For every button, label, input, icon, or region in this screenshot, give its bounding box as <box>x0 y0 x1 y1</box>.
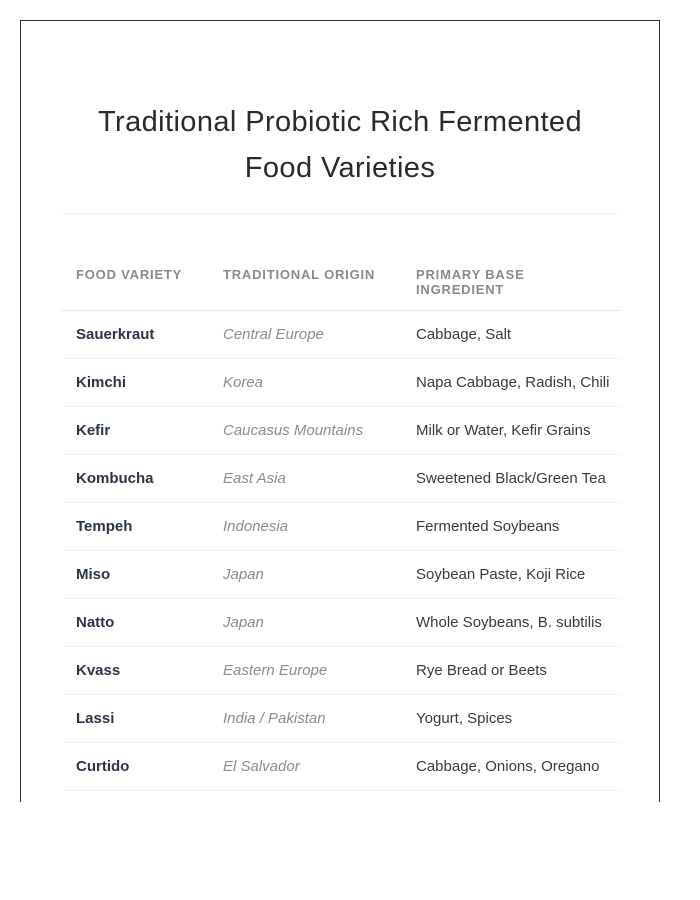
primary-ingredient-cell: Soybean Paste, Koji Rice <box>401 551 621 599</box>
table-row <box>61 599 621 647</box>
primary-ingredient-cell: Sweetened Black/Green Tea <box>401 455 621 503</box>
column-header-primary-base-ingredient: PRIMARY BASE INGREDIENT <box>401 263 621 311</box>
food-variety-cell: Miso <box>61 551 208 599</box>
table-row <box>61 407 621 455</box>
table-row <box>61 695 621 743</box>
traditional-origin-cell: El Salvador <box>208 743 401 791</box>
primary-ingredient-cell: Rye Bread or Beets <box>401 647 621 695</box>
document-card <box>20 20 660 802</box>
food-variety-cell: Lassi <box>61 695 208 743</box>
table-row <box>61 551 621 599</box>
traditional-origin-cell: Central Europe <box>208 311 401 359</box>
traditional-origin-cell: Japan <box>208 551 401 599</box>
column-header-food-variety: FOOD VARIETY <box>61 263 208 311</box>
table-row <box>61 503 621 551</box>
table-row <box>61 647 621 695</box>
column-header-traditional-origin: TRADITIONAL ORIGIN <box>208 263 401 311</box>
table-row <box>61 311 621 359</box>
food-variety-cell: Kombucha <box>61 455 208 503</box>
food-variety-cell: Kefir <box>61 407 208 455</box>
table-header <box>61 263 621 311</box>
table-body <box>61 311 621 791</box>
page-title: Traditional Probiotic Rich Fermented Food Varieties <box>98 106 582 184</box>
traditional-origin-cell: Eastern Europe <box>208 647 401 695</box>
primary-ingredient-cell: Milk or Water, Kefir Grains <box>401 407 621 455</box>
traditional-origin-cell: Indonesia <box>208 503 401 551</box>
table-header-row <box>61 263 621 311</box>
primary-ingredient-cell: Cabbage, Salt <box>401 311 621 359</box>
traditional-origin-cell: India / Pakistan <box>208 695 401 743</box>
primary-ingredient-cell: Cabbage, Onions, Oregano <box>401 743 621 791</box>
food-variety-cell: Tempeh <box>61 503 208 551</box>
primary-ingredient-cell: Whole Soybeans, B. subtilis <box>401 599 621 647</box>
food-variety-cell: Kvass <box>61 647 208 695</box>
food-variety-cell: Curtido <box>61 743 208 791</box>
table-row <box>61 359 621 407</box>
traditional-origin-cell: East Asia <box>208 455 401 503</box>
title-divider <box>61 213 619 214</box>
food-variety-cell: Natto <box>61 599 208 647</box>
primary-ingredient-cell: Napa Cabbage, Radish, Chili <box>401 359 621 407</box>
primary-ingredient-cell: Yogurt, Spices <box>401 695 621 743</box>
table-row <box>61 455 621 503</box>
traditional-origin-cell: Japan <box>208 599 401 647</box>
food-variety-cell: Kimchi <box>61 359 208 407</box>
traditional-origin-cell: Korea <box>208 359 401 407</box>
traditional-origin-cell: Caucasus Mountains <box>208 407 401 455</box>
food-variety-cell: Sauerkraut <box>61 311 208 359</box>
primary-ingredient-cell: Fermented Soybeans <box>401 503 621 551</box>
fermented-foods-table <box>61 263 621 791</box>
table-row <box>61 743 621 791</box>
